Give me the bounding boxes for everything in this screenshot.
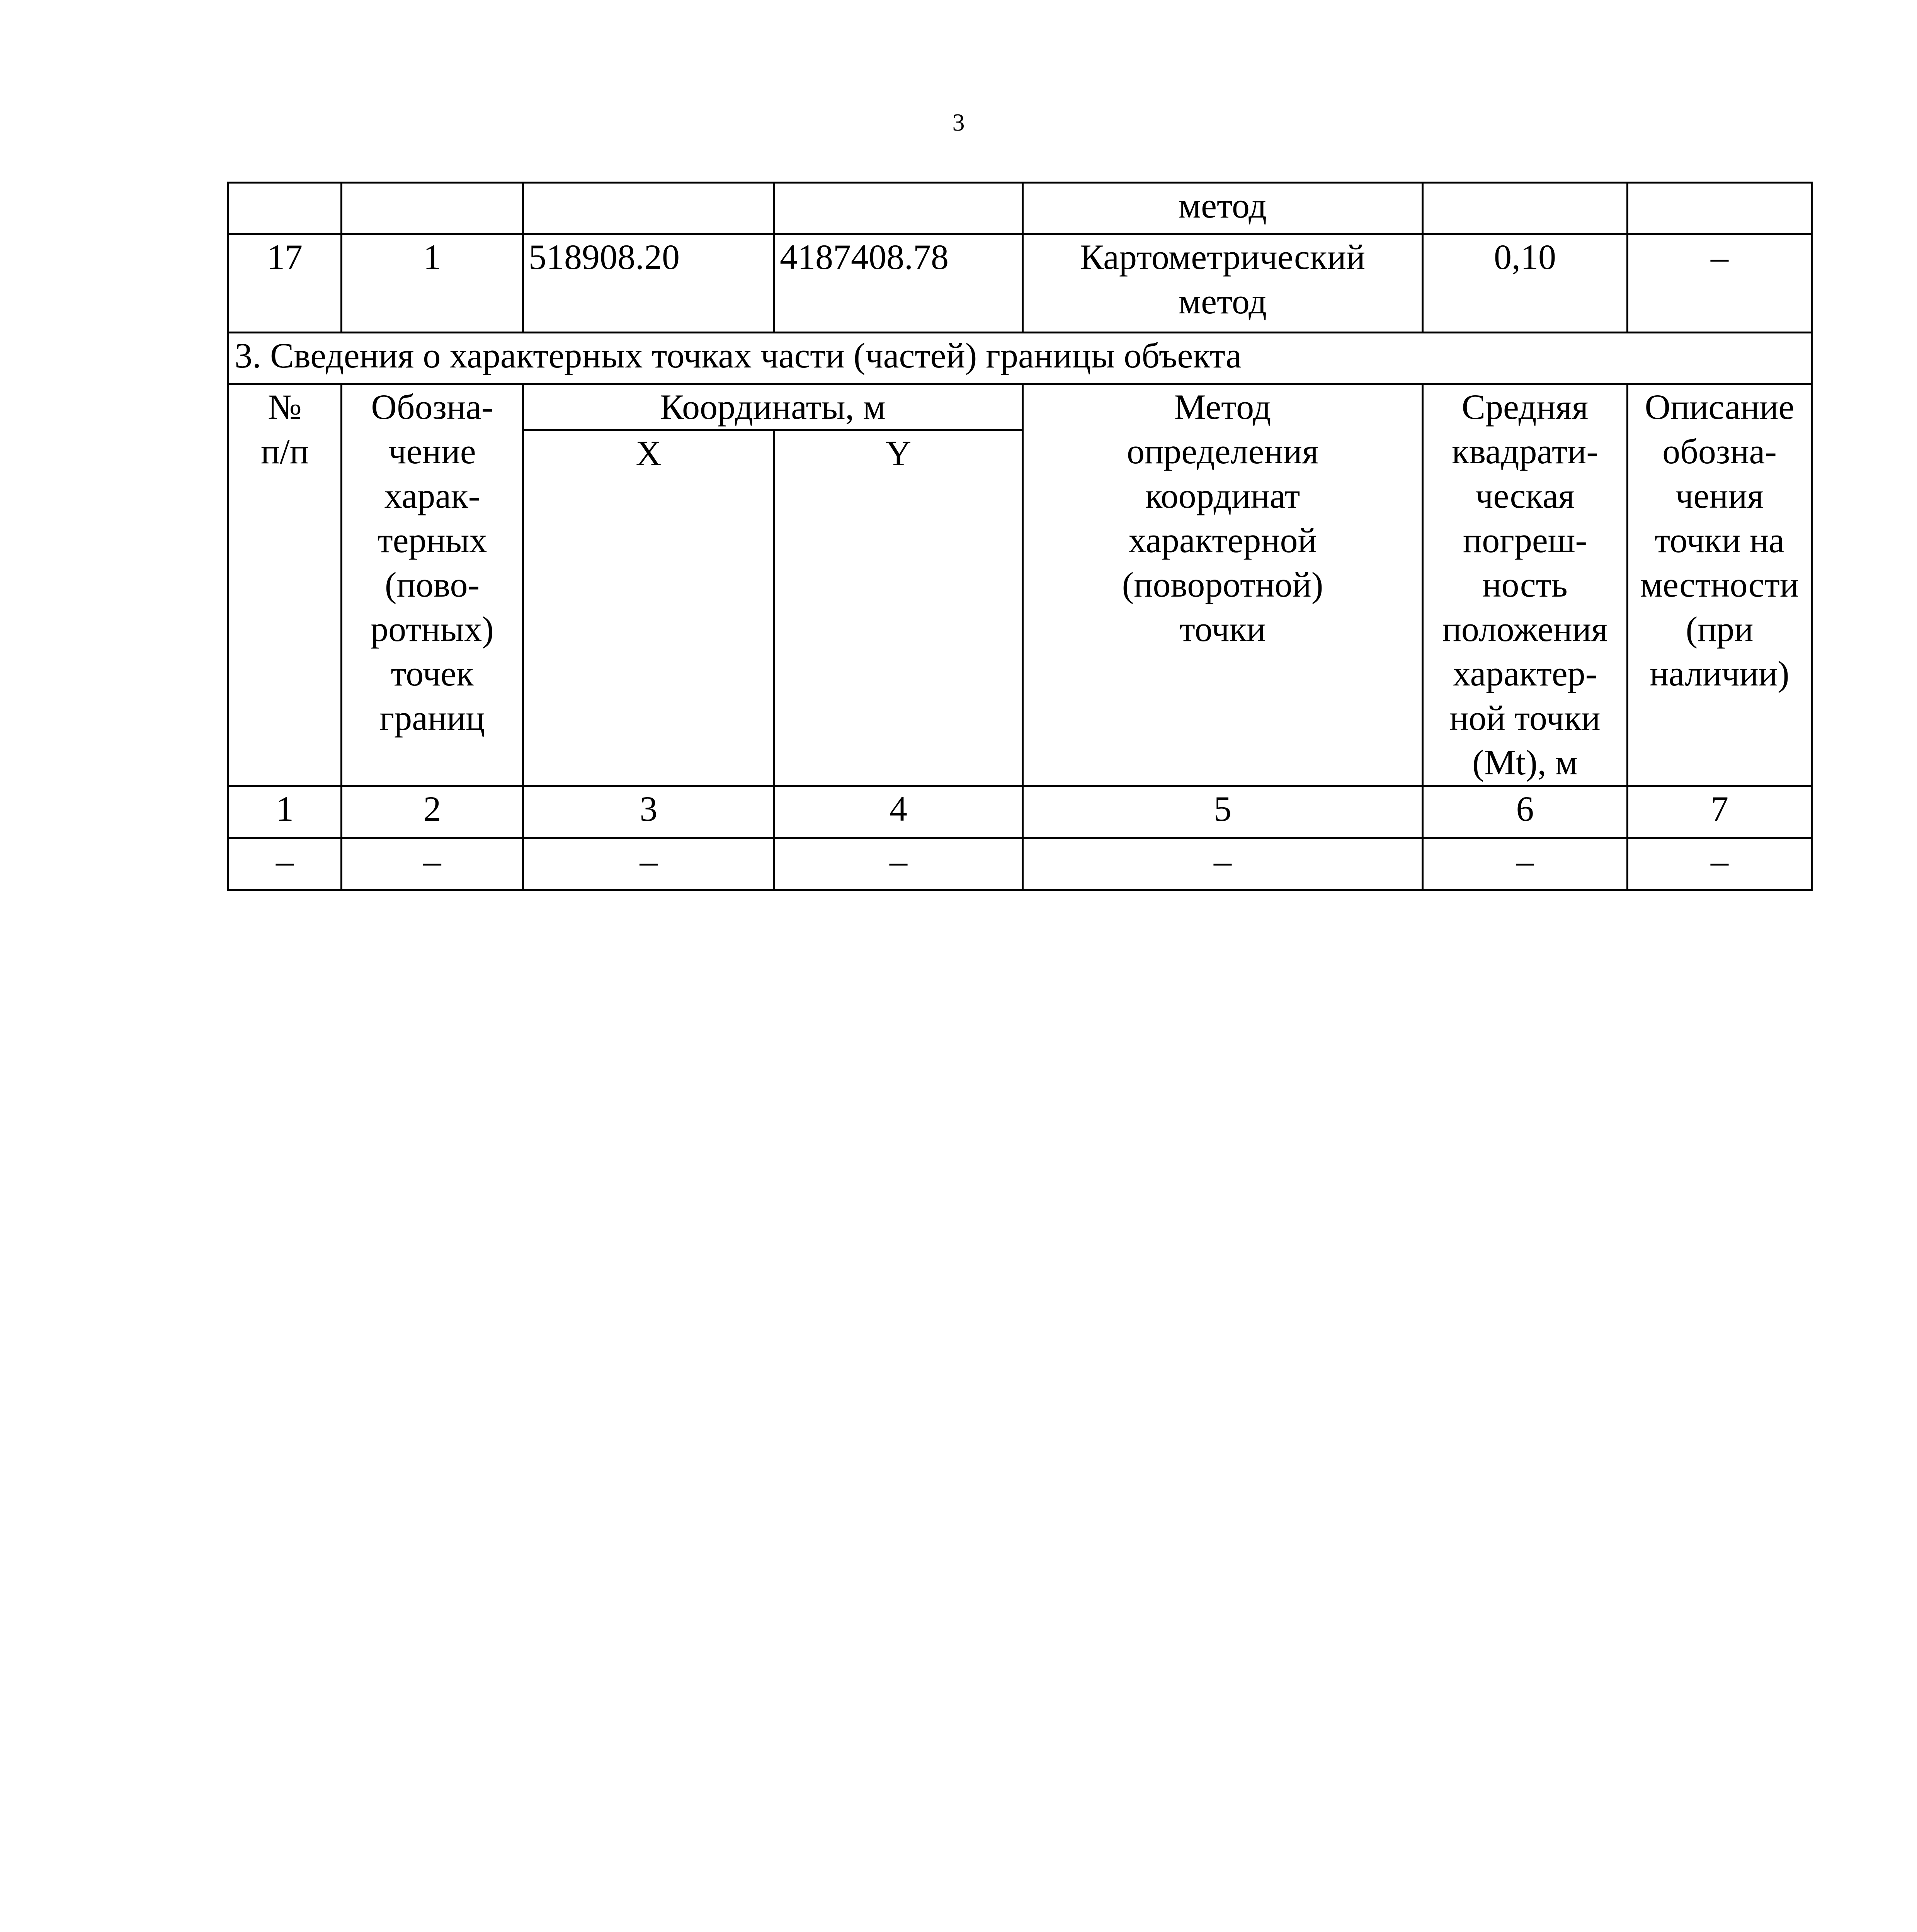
cell-designation [342, 183, 523, 234]
cell-error: 0,10 [1423, 234, 1628, 333]
header-y: Y [774, 430, 1023, 786]
cell-method: метод [1023, 183, 1423, 234]
cell-method: – [1023, 838, 1423, 890]
cell-designation: 1 [342, 234, 523, 333]
column-number: 7 [1628, 786, 1812, 838]
cell-y: 4187408.78 [774, 234, 1023, 333]
column-number: 2 [342, 786, 523, 838]
section-title-row [228, 333, 1812, 384]
column-numbers-row [228, 786, 1812, 838]
header-num: № п/п [228, 384, 342, 786]
cell-error: – [1423, 838, 1628, 890]
cell-description: – [1628, 234, 1812, 333]
header-error: Средняя квадрати- ческая погреш- ность положения характер- ной точки (Mt), м [1423, 384, 1628, 786]
column-number: 3 [523, 786, 774, 838]
header-coordinates: Координаты, м [523, 384, 1023, 430]
cell-y [774, 183, 1023, 234]
cell-designation: – [342, 838, 523, 890]
header-designation: Обозна- чение харак- терных (пово- ротных) точек границ [342, 384, 523, 786]
table-row [228, 838, 1812, 890]
cell-error [1423, 183, 1628, 234]
cell-x [523, 183, 774, 234]
cell-x: – [523, 838, 774, 890]
cell-num: 17 [228, 234, 342, 333]
cell-method: Картометрический метод [1023, 234, 1423, 333]
cell-description: – [1628, 838, 1812, 890]
header-x: X [523, 430, 774, 786]
cell-x: 518908.20 [523, 234, 774, 333]
page-number: 3 [952, 109, 965, 136]
column-number: 6 [1423, 786, 1628, 838]
cell-description [1628, 183, 1812, 234]
cell-y: – [774, 838, 1023, 890]
column-number: 4 [774, 786, 1023, 838]
cell-num [228, 183, 342, 234]
header-row-1 [228, 384, 1812, 430]
cell-num: – [228, 838, 342, 890]
column-number: 5 [1023, 786, 1423, 838]
header-method: Метод определения координат характерной (поворотной) точки [1023, 384, 1423, 786]
boundary-points-table [227, 182, 1813, 891]
table-row-point-17 [228, 234, 1812, 333]
header-description: Описание обозна- чения точки на местности (при наличии) [1628, 384, 1812, 786]
column-number: 1 [228, 786, 342, 838]
section-title: 3. Сведения о характерных точках части (частей) границы объекта [228, 333, 1812, 384]
table-row-continuation [228, 183, 1812, 234]
